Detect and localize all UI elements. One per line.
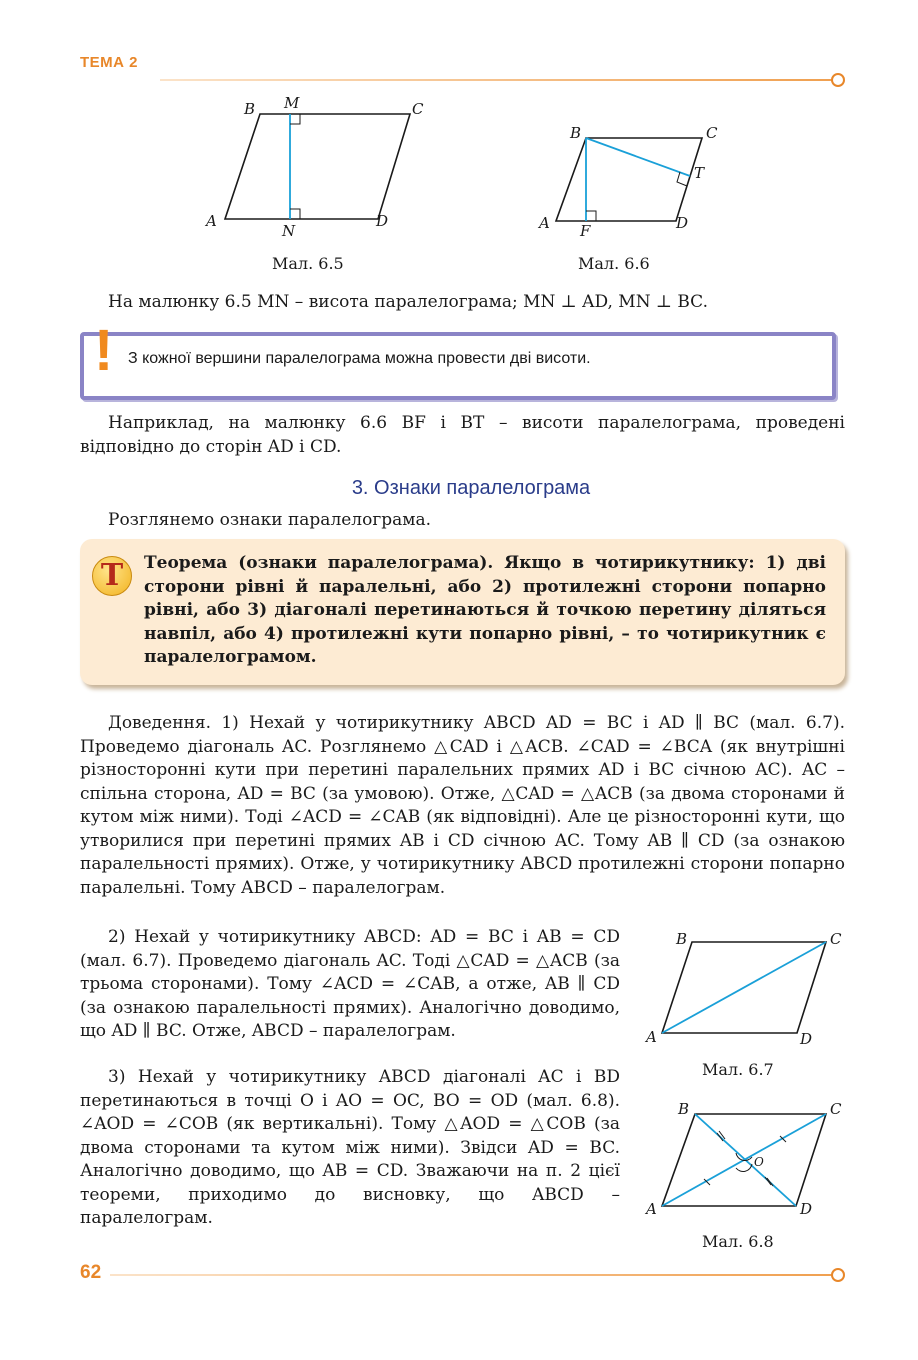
paragraph-example: Наприклад, на малюнку 6.6 BF і BT – висоти паралелограма, проведені відповідно до сторін AD і CD. — [80, 413, 845, 457]
label-d: D — [800, 1030, 813, 1048]
label-a: A — [206, 212, 217, 230]
label-b: B — [244, 100, 256, 118]
figure-6-8 — [640, 1094, 860, 1220]
label-n: N — [282, 222, 296, 240]
footer-rule-end — [831, 1268, 845, 1282]
label-t: T — [694, 164, 705, 182]
label-b: B — [676, 930, 688, 948]
proof-part-2: 2) Нехай у чотирикутнику ABCD: AD = BC і AB = CD (мал. 6.7). Проведемо діагональ AC. Тоді △CAD = △ACB (за трьома сторонами). Тому ∠ACD = ∠CAB, а отже, AB ∥ CD (за ознакою паралельності прямих). Аналогічно доводимо, що AD ∥ BC. Отже, ABCD – паралелограм. — [80, 927, 620, 1041]
label-f: F — [580, 222, 591, 238]
label-m: M — [284, 94, 300, 112]
label-d: D — [376, 212, 389, 230]
label-c: C — [830, 1100, 842, 1118]
figure-6-5 — [200, 92, 440, 242]
figure-6-5-caption: Мал. 6.5 — [272, 254, 344, 273]
label-a: A — [646, 1028, 657, 1046]
proof-part-1: Доведення. 1) Нехай у чотирикутнику ABCD AD = BC і AD ∥ BC (мал. 6.7). Проведемо діагональ AC. Розглянемо △CAD і △ACB. ∠CAD = ∠BCA (як внутрішні різносторонні кути при перетині паралельних прямих AD і BC січною AC). AC – спільна сторона, AD = BC (за умовою). Отже, △CAD = △ACB (за двома сторонами й кутом між ними). Тоді ∠ACD = ∠CAB (як відповідні). Але це різносторонні кути, що утворилися при перетині прямих AB і CD січною AC. Тому AB ∥ CD (за ознакою паралельності прямих). Отже, у чотирикутнику ABCD протилежні сторони попарно паралельні. Тому ABCD – паралелограм. — [80, 713, 845, 898]
label-d: D — [676, 214, 689, 232]
note-text: З кожної вершини паралелограма можна провести дві висоти. — [128, 350, 591, 367]
label-b: B — [570, 124, 582, 142]
label-o: O — [754, 1155, 764, 1169]
figure-6-6-caption: Мал. 6.6 — [578, 254, 650, 273]
page-number: 62 — [80, 1262, 102, 1283]
figure-6-7-caption: Мал. 6.7 — [702, 1060, 774, 1079]
exclamation-icon: ! — [94, 318, 114, 383]
footer-rule — [110, 1274, 832, 1276]
label-c: C — [706, 124, 718, 142]
label-c: C — [830, 930, 842, 948]
theorem-icon: T — [92, 556, 132, 596]
label-c: C — [412, 100, 424, 118]
label-a: A — [539, 214, 550, 232]
label-b: B — [678, 1100, 690, 1118]
figure-6-8-caption: Мал. 6.8 — [702, 1232, 774, 1251]
paragraph-height-mn: На малюнку 6.5 MN – висота паралелограма; MN ⊥ AD, MN ⊥ BC. — [108, 292, 708, 312]
header-rule-end — [831, 73, 845, 87]
label-d: D — [800, 1200, 813, 1218]
header-rule — [160, 79, 832, 81]
theorem-text: Теорема (ознаки паралелограма). Якщо в чотирикутнику: 1) дві сторони рівні й паралельні, або 2) протилежні сторони попарно рівні, або 3) діагоналі перетинаються й точкою перетину діляться навпіл, або 4) протилежні кути попарно рівні, – то чотирикутник є паралелограмом. — [144, 553, 826, 667]
topic-label: ТЕМА 2 — [80, 54, 139, 71]
figure-6-7 — [640, 926, 860, 1052]
section-heading: 3. Ознаки паралелограма — [351, 477, 591, 499]
proof-part-3: 3) Нехай у чотирикутнику ABCD діагоналі AC і BD перетинаються в точці O і AO = OC, BO = OD (мал. 6.8). ∠AOD = ∠COB (як вертикальні). Тому △AOD = △COB (за двома сторонами та кутом між ними). Звідси AD = BC. Аналогічно доводимо, що AB = CD. Зважаючи на п. 2 цієї теореми, приходимо до висновку, що ABCD – паралелограм. — [80, 1067, 620, 1228]
figure-6-6 — [530, 118, 730, 238]
paragraph-intro: Розглянемо ознаки паралелограма. — [108, 510, 432, 530]
label-a: A — [646, 1200, 657, 1218]
